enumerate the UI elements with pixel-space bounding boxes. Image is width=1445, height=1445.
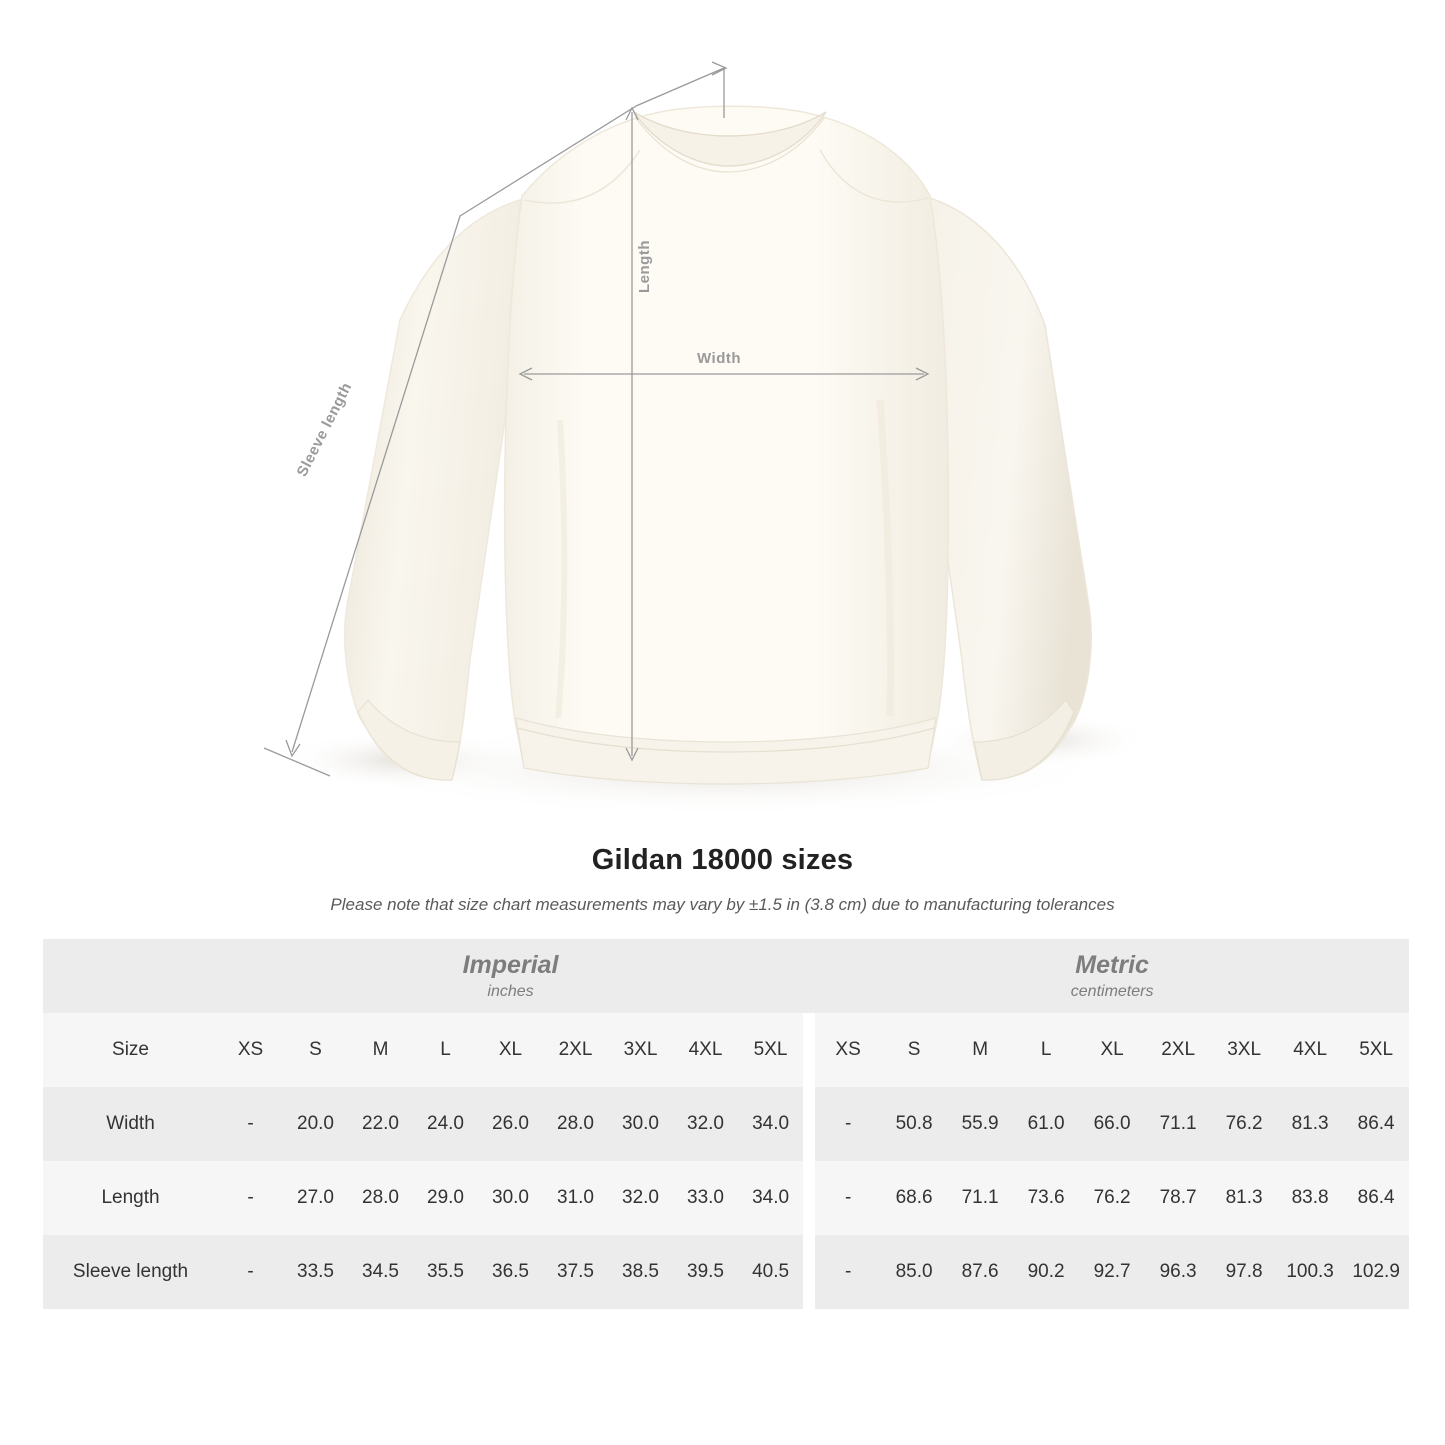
- cell-length-imperial-l: 29.0: [413, 1161, 478, 1235]
- cell-length-imperial-5xl: 34.0: [738, 1161, 803, 1235]
- size-table: [43, 939, 1409, 1309]
- cell-length-imperial-2xl: 31.0: [543, 1161, 608, 1235]
- row-label-sleeve-length: Sleeve length: [43, 1235, 218, 1309]
- column-gap: [803, 1235, 815, 1309]
- system-imperial-unit: inches: [487, 983, 534, 1001]
- cell-sleeve-imperial-3xl: 38.5: [608, 1235, 673, 1309]
- size-table-wrapper: [0, 939, 1445, 1309]
- size-header-metric-3xl: 3XL: [1211, 1013, 1277, 1087]
- cell-width-imperial-3xl: 30.0: [608, 1087, 673, 1161]
- column-gap: [803, 1087, 815, 1161]
- table-row: [43, 1235, 1409, 1309]
- column-gap: [803, 1161, 815, 1235]
- cell-length-metric-3xl: 81.3: [1211, 1161, 1277, 1235]
- cell-length-imperial-xl: 30.0: [478, 1161, 543, 1235]
- cell-sleeve-metric-xs: -: [815, 1235, 881, 1309]
- system-metric-unit: centimeters: [1070, 983, 1154, 1001]
- size-header-metric-xs: XS: [815, 1013, 881, 1087]
- cell-sleeve-metric-3xl: 97.8: [1211, 1235, 1277, 1309]
- cell-sleeve-metric-m: 87.6: [947, 1235, 1013, 1309]
- system-gap: [803, 939, 815, 1013]
- cell-width-imperial-l: 24.0: [413, 1087, 478, 1161]
- width-dimension-label: Width: [697, 350, 742, 367]
- cell-length-metric-xl: 76.2: [1079, 1161, 1145, 1235]
- table-row: [43, 1161, 1409, 1235]
- page-title: Gildan 18000 sizes: [591, 844, 854, 876]
- column-gap: [803, 1013, 815, 1087]
- cell-length-metric-s: 68.6: [881, 1161, 947, 1235]
- size-header-imperial-m: M: [348, 1013, 413, 1087]
- cell-width-imperial-4xl: 32.0: [673, 1087, 738, 1161]
- size-header-imperial-5xl: 5XL: [738, 1013, 803, 1087]
- cell-sleeve-imperial-s: 33.5: [283, 1235, 348, 1309]
- cell-sleeve-imperial-l: 35.5: [413, 1235, 478, 1309]
- size-header-imperial-l: L: [413, 1013, 478, 1087]
- table-row: [43, 1087, 1409, 1161]
- size-header-imperial-4xl: 4XL: [673, 1013, 738, 1087]
- cell-length-imperial-m: 28.0: [348, 1161, 413, 1235]
- cell-length-metric-xs: -: [815, 1161, 881, 1235]
- cell-width-metric-s: 50.8: [881, 1087, 947, 1161]
- size-header-metric-l: L: [1013, 1013, 1079, 1087]
- title-block: [0, 844, 1445, 915]
- sleeve-length-dimension-label: Sleeve length: [293, 379, 356, 480]
- cell-width-imperial-m: 22.0: [348, 1087, 413, 1161]
- size-header-row: [43, 1013, 1409, 1087]
- cell-length-imperial-3xl: 32.0: [608, 1161, 673, 1235]
- row-label-length: Length: [43, 1161, 218, 1235]
- cell-width-metric-3xl: 76.2: [1211, 1087, 1277, 1161]
- cell-length-imperial-xs: -: [218, 1161, 283, 1235]
- size-header-metric-5xl: 5XL: [1343, 1013, 1409, 1087]
- size-header-imperial-s: S: [283, 1013, 348, 1087]
- cell-width-metric-xl: 66.0: [1079, 1087, 1145, 1161]
- cell-sleeve-metric-s: 85.0: [881, 1235, 947, 1309]
- size-header-metric-m: M: [947, 1013, 1013, 1087]
- cell-sleeve-metric-l: 90.2: [1013, 1235, 1079, 1309]
- cell-width-metric-2xl: 71.1: [1145, 1087, 1211, 1161]
- cell-sleeve-imperial-5xl: 40.5: [738, 1235, 803, 1309]
- system-header-spacer: [43, 939, 218, 1013]
- length-dimension-label: Length: [636, 240, 653, 293]
- cell-sleeve-metric-5xl: 102.9: [1343, 1235, 1409, 1309]
- cell-sleeve-imperial-xs: -: [218, 1235, 283, 1309]
- cell-width-metric-m: 55.9: [947, 1087, 1013, 1161]
- cell-width-imperial-5xl: 34.0: [738, 1087, 803, 1161]
- system-imperial-name: Imperial: [462, 950, 559, 979]
- cell-sleeve-metric-4xl: 100.3: [1277, 1235, 1343, 1309]
- tolerance-note: Please note that size chart measurements may vary by ±1.5 in (3.8 cm) due to manufacturing tolerances: [330, 895, 1115, 914]
- cell-width-metric-5xl: 86.4: [1343, 1087, 1409, 1161]
- cell-width-metric-xs: -: [815, 1087, 881, 1161]
- size-header-imperial-xs: XS: [218, 1013, 283, 1087]
- cell-length-metric-l: 73.6: [1013, 1161, 1079, 1235]
- cell-width-imperial-xl: 26.0: [478, 1087, 543, 1161]
- cell-length-metric-5xl: 86.4: [1343, 1161, 1409, 1235]
- cell-width-imperial-2xl: 28.0: [543, 1087, 608, 1161]
- cell-length-metric-m: 71.1: [947, 1161, 1013, 1235]
- cell-width-imperial-xs: -: [218, 1087, 283, 1161]
- size-header-imperial-xl: XL: [478, 1013, 543, 1087]
- cell-sleeve-imperial-4xl: 39.5: [673, 1235, 738, 1309]
- size-header-metric-xl: XL: [1079, 1013, 1145, 1087]
- size-header-metric-s: S: [881, 1013, 947, 1087]
- cell-sleeve-metric-xl: 92.7: [1079, 1235, 1145, 1309]
- size-header-label: Size: [43, 1013, 218, 1087]
- cell-length-imperial-4xl: 33.0: [673, 1161, 738, 1235]
- size-header-metric-2xl: 2XL: [1145, 1013, 1211, 1087]
- cell-sleeve-imperial-2xl: 37.5: [543, 1235, 608, 1309]
- cell-length-imperial-s: 27.0: [283, 1161, 348, 1235]
- size-header-imperial-2xl: 2XL: [543, 1013, 608, 1087]
- row-label-width: Width: [43, 1087, 218, 1161]
- cell-sleeve-imperial-xl: 36.5: [478, 1235, 543, 1309]
- size-header-imperial-3xl: 3XL: [608, 1013, 673, 1087]
- cell-length-metric-2xl: 78.7: [1145, 1161, 1211, 1235]
- system-metric: [815, 939, 1409, 1013]
- cell-width-imperial-s: 20.0: [283, 1087, 348, 1161]
- cell-width-metric-l: 61.0: [1013, 1087, 1079, 1161]
- cell-sleeve-imperial-m: 34.5: [348, 1235, 413, 1309]
- cell-length-metric-4xl: 83.8: [1277, 1161, 1343, 1235]
- cell-sleeve-metric-2xl: 96.3: [1145, 1235, 1211, 1309]
- system-imperial: [218, 939, 803, 1013]
- system-metric-name: Metric: [1075, 950, 1149, 979]
- system-header-row: [43, 939, 1409, 1013]
- cell-width-metric-4xl: 81.3: [1277, 1087, 1343, 1161]
- size-header-metric-4xl: 4XL: [1277, 1013, 1343, 1087]
